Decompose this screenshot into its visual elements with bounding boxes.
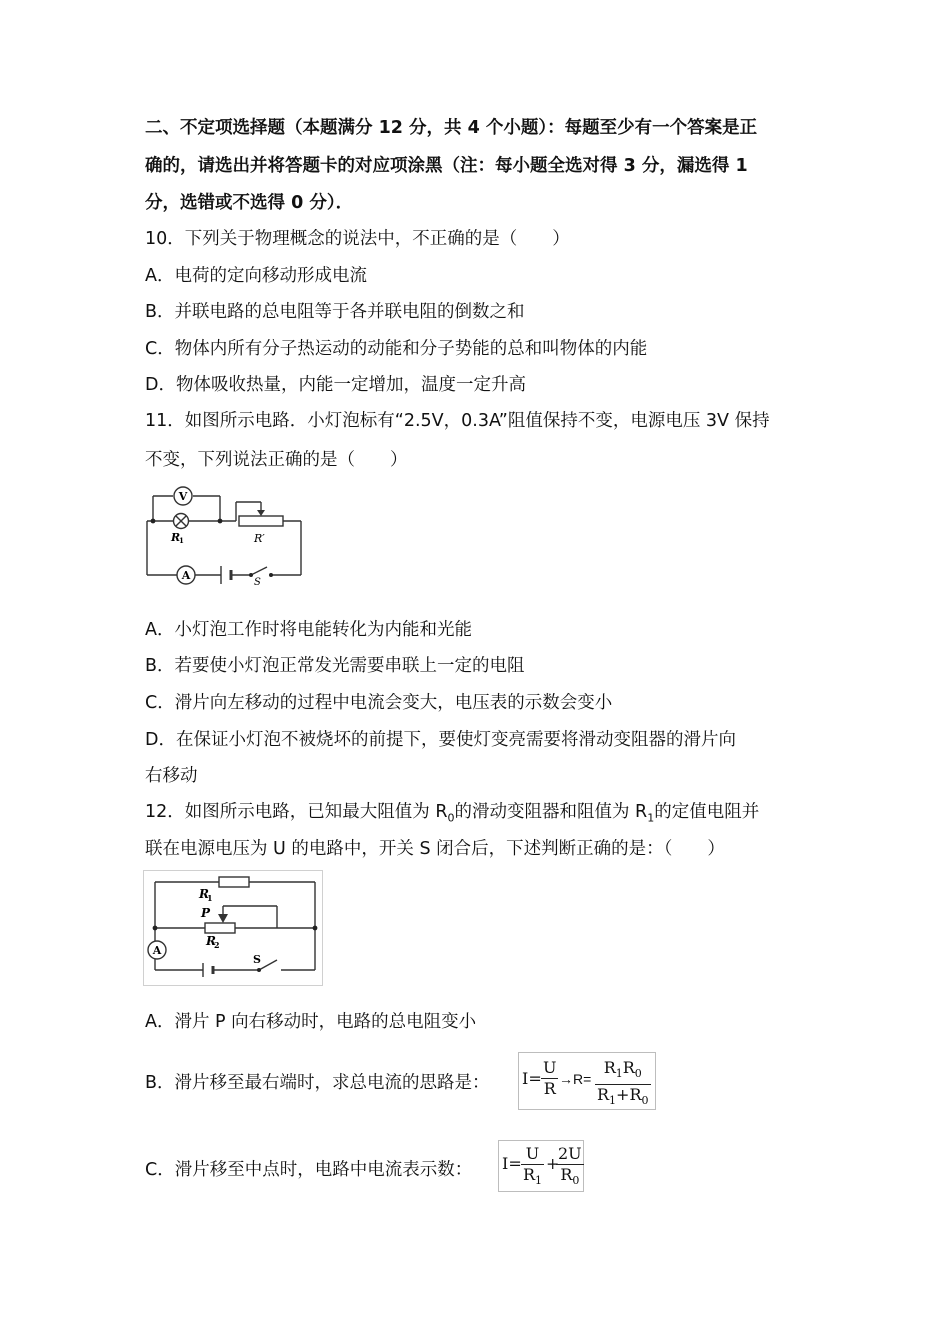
q10-stem: 10．下列关于物理概念的说法中，不正确的是（ ）: [145, 229, 570, 249]
q12-option-b: B．滑片移至最右端时，求总电流的思路是：: [145, 1073, 490, 1093]
q11-lamp-label: R: [171, 531, 181, 544]
q10-option-b: B．并联电路的总电阻等于各并联电阻的倒数之和: [145, 302, 525, 322]
section-heading-line-3: 分，选错或不选得 0 分）．: [145, 193, 354, 213]
q12-slider-label: P: [201, 906, 211, 920]
q12-r1-sub-label: 1: [207, 893, 213, 903]
q10-option-a: A．电荷的定向移动形成电流: [145, 266, 367, 286]
q11-circuit-diagram: [143, 478, 305, 596]
q12-r2-sub-label: 2: [214, 940, 220, 950]
q12-stem-line-1: 12．如图所示电路，已知最大阻值为 $R_0$的滑动变阻器和阻值为 $R_1$的定值电阻并: [145, 802, 760, 825]
q10-option-d: D．物体吸收热量，内能一定增加，温度一定升高: [145, 375, 526, 395]
q12-ammeter-label: A: [152, 944, 162, 957]
q10-option-c: C．物体内所有分子热运动的动能和分子势能的总和叫物体的内能: [145, 339, 648, 359]
q11-stem-line-2: 不变，下列说法正确的是（ ）: [145, 450, 408, 470]
q12-formula-b: I= $\frac{U}{R}$ →R= $\frac{R_1R_0}{R_1+R_0}$: [518, 1052, 656, 1110]
q11-ammeter-label: A: [181, 569, 191, 582]
q11-switch-label: S: [254, 577, 261, 588]
q12-formula-c: I= $\frac{U}{R_1}$ + $\frac{2U}{R_0}$: [498, 1140, 584, 1192]
q12-circuit-diagram: [143, 870, 323, 986]
q12-option-c: C．滑片移至中点时，电路中电流表示数：: [145, 1160, 473, 1180]
q11-stem-line-1: 11．如图所示电路．小灯泡标有“2.5V，0.3A”阻值保持不变，电源电压 3V 保持: [145, 411, 770, 431]
q11-option-c: C．滑片向左移动的过程中电流会变大，电压表的示数会变小: [145, 693, 613, 713]
q11-voltmeter-label: V: [178, 490, 188, 503]
q11-option-d: D．在保证小灯泡不被烧坏的前提下，要使灯变亮需要将滑动变阻器的滑片向: [145, 730, 736, 750]
q12-stem-line-2: 联在电源电压为 U 的电路中，开关 S 闭合后，下述判断正确的是：（ ）: [145, 839, 725, 859]
q12-r1-label: R: [199, 887, 209, 901]
q11-rheostat-label: R′: [254, 532, 265, 545]
q12-r2-label: R: [206, 934, 216, 948]
q12-option-a: A．滑片 P 向右移动时，电路的总电阻变小: [145, 1012, 477, 1032]
q11-option-a: A．小灯泡工作时将电能转化为内能和光能: [145, 620, 472, 640]
section-heading-line-1: 二、不定项选择题（本题满分 12 分，共 4 个小题）：每题至少有一个答案是正: [145, 118, 758, 138]
q12-switch-label: S: [253, 953, 261, 966]
q11-lamp-sub-label: 1: [179, 536, 184, 545]
q11-option-d-continued: 右移动: [145, 766, 198, 786]
section-heading-line-2: 确的，请选出并将答题卡的对应项涂黑（注：每小题全选对得 3 分，漏选得 1: [145, 156, 748, 176]
q11-option-b: B．若要使小灯泡正常发光需要串联上一定的电阻: [145, 656, 525, 676]
